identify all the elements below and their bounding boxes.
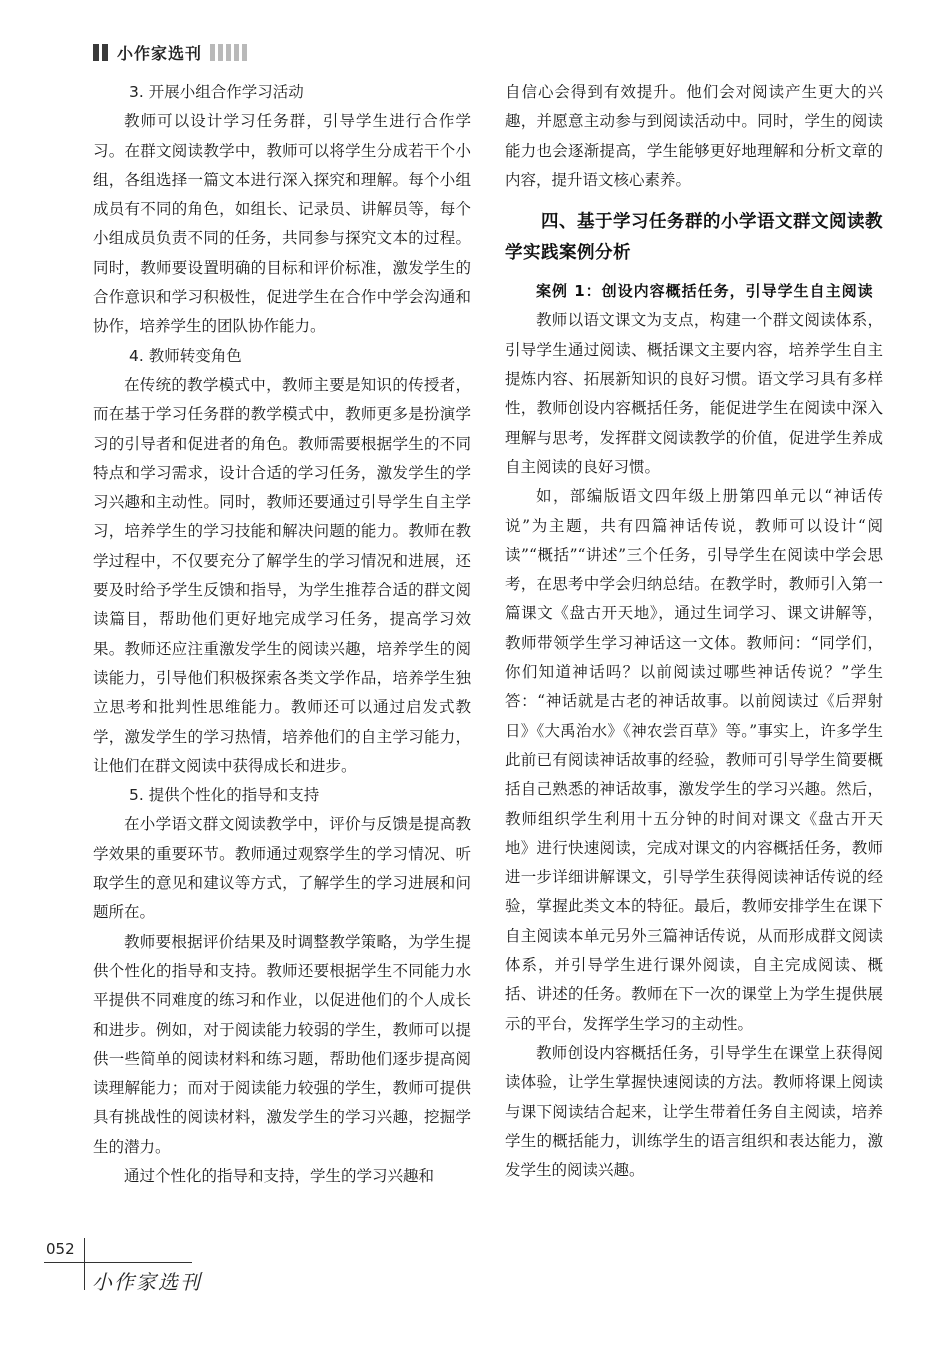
- right-column: [505, 78, 883, 1185]
- footer-logo: 小作家选刊: [92, 1270, 202, 1294]
- paragraph: 自信心会得到有效提升。他们会对阅读产生更大的兴趣，并愿意主动参与到阅读活动中。同时，学生的阅读能力也会逐渐提高，学生能够更好地理解和分析文章的内容，提升语文核心素养。: [505, 83, 883, 189]
- paragraph: 教师以语文课文为支点，构建一个群文阅读体系，引导学生通过阅读、概括课文主要内容，培养学生自主提炼内容、拓展新知识的良好习惯。语文学习具有多样性，教师创设内容概括任务，能促进学生在阅读中深入理解与思考，发挥群文阅读教学的价值，促进学生养成自主阅读的良好习惯。: [505, 311, 883, 476]
- footer-rule: [44, 1262, 192, 1263]
- header-bar-light: [234, 44, 239, 61]
- paragraph: 教师要根据评价结果及时调整教学策略，为学生提供个性化的指导和支持。教师还要根据学生不同能力水平提供不同难度的练习和作业，以促进他们的个人成长和进步。例如，对于阅读能力较弱的学生，教师可以提供一些简单的阅读材料和练习题，帮助他们逐步提高阅读理解能力；而对于阅读能力较强的学生，教师可提供具有挑战性的阅读材料，激发学生的学习兴趣，挖掘学生的潜力。: [93, 932, 471, 1156]
- paragraph: 通过个性化的指导和支持，学生的学习兴趣和: [124, 1166, 435, 1185]
- section-heading: 四、基于学习任务群的小学语文群文阅读教学实践案例分析: [505, 212, 883, 264]
- journal-title: 小作家选刊: [117, 43, 203, 63]
- subheading: 5. 提供个性化的指导和支持: [129, 786, 320, 805]
- running-header: [93, 40, 250, 64]
- paragraph: 在传统的教学模式中，教师主要是知识的传授者，而在基于学习任务群的教学模式中，教师更多是扮演学习的引导者和促进者的角色。教师需要根据学生的不同特点和学习需求，设计合适的学习任务，激发学生的学习兴趣和主动性。同时，教师还要通过引导学生自主学习，培养学生的学习技能和解决问题的能力。教师在教学过程中，不仅要充分了解学生的学习情况和进展，还要及时给予学生反馈和指导，为学生推荐合适的群文阅读篇目，帮助他们更好地完成学习任务，提高学习效果。教师还应注重激发学生的阅读兴趣，培养学生的阅读能力，引导他们积极探索各类文学作品，培养学生独立思考和批判性思维能力。教师还可以通过启发式教学，激发学生的学习热情，培养他们的自主学习能力，让他们在群文阅读中获得成长和进步。: [93, 375, 471, 775]
- case-heading: 案例 1：创设内容概括任务，引导学生自主阅读: [536, 282, 874, 301]
- paragraph: 教师创设内容概括任务，引导学生在课堂上获得阅读体验，让学生掌握快速阅读的方法。教师将课上阅读与课下阅读结合起来，让学生带着任务自主阅读，培养学生的概括能力，训练学生的语言组织和表达能力，激发学生的阅读兴趣。: [505, 1043, 883, 1180]
- header-bar-dark: [93, 44, 99, 61]
- paragraph: 在小学语文群文阅读教学中，评价与反馈是提高教学效果的重要环节。教师通过观察学生的学习情况、听取学生的意见和建议等方式，了解学生的学习进展和问题所在。: [93, 815, 471, 922]
- header-bar-dark: [102, 44, 108, 61]
- header-bar-light: [242, 44, 247, 61]
- left-column: [93, 78, 471, 1191]
- header-bar-light: [210, 44, 215, 61]
- page-number: 052: [46, 1240, 75, 1258]
- paragraph: 如，部编版语文四年级上册第四单元以“神话传说”为主题，共有四篇神话传说，教师可以设计“阅读”“概括”“讲述”三个任务，引导学生在阅读中学会思考，在思考中学会归纳总结。在教学时，教师引入第一篇课文《盘古开天地》，通过生词学习、课文讲解等，教师带领学生学习神话这一文体。教师问：“同学们，你们知道神话吗？以前阅读过哪些神话传说？”学生答：“神话就是古老的神话故事。以前阅读过《后羿射日》《大禹治水》《神农尝百草》等。”事实上，许多学生此前已有阅读神话故事的经验，教师可引导学生简要概括自己熟悉的神话故事，激发学生的学习兴趣。然后，教师组织学生利用十五分钟的时间对课文《盘古开天地》进行快速阅读，完成对课文的内容概括任务，教师进一步详细讲解课文，引导学生获得阅读神话传说的经验，掌握此类文本的特征。最后，教师安排学生在课下自主阅读本单元另外三篇神话传说，从而形成群文阅读体系，并引导学生进行课外阅读，自主完成阅读、概括、讲述的任务。教师在下一次的课堂上为学生提供展示的平台，发挥学生学习的主动性。: [505, 487, 883, 1033]
- paragraph: 教师可以设计学习任务群，引导学生进行合作学习。在群文阅读教学中，教师可以将学生分成若干个小组，各组选择一篇文本进行深入探究和理解。每个小组成员有不同的角色，如组长、记录员、讲解员等，每个小组成员负责不同的任务，共同参与探究文本的过程。同时，教师要设置明确的目标和评价标准，激发学生的合作意识和学习积极性，促进学生在合作中学会沟通和协作，培养学生的团队协作能力。: [93, 112, 471, 336]
- footer-divider: [84, 1238, 85, 1290]
- header-bar-light: [218, 44, 223, 61]
- subheading: 4. 教师转变角色: [129, 346, 242, 365]
- header-bar-light: [226, 44, 231, 61]
- subheading: 3. 开展小组合作学习活动: [129, 83, 304, 101]
